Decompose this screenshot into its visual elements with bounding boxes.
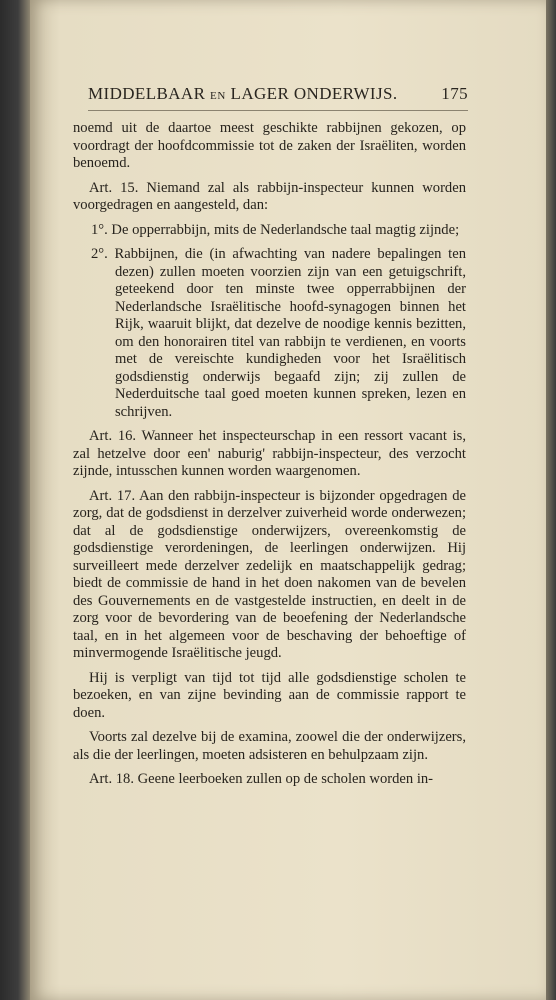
paragraph-inspection-duty: Hij is verpligt van tijd tot tijd alle godsdienstige scholen te bezoeken, en van zijne bevinding aan de commissie rapport te doen.: [73, 669, 466, 721]
book-edge-shadow: [546, 0, 556, 1000]
paragraph-examina: Voorts zal dezelve bij de examina, zoowel die der onderwijzers, als die der leerlingen, moeten adsisteren en behulpzaam zijn.: [73, 729, 466, 763]
running-title-conjunction: EN: [210, 90, 226, 102]
paragraph-continuation: noemd uit de daartoe meest geschikte rabbijnen gekozen, op voordragt der hoofdcommissie tot de zaken der Israëliten, worden benoemd.: [73, 120, 466, 171]
list-item-2: 2°. Rabbijnen, die (in afwachting van nadere bepalingen ten dezen) zullen moeten voorzien zijn van een getuigschrift, geteekend door ten minste twee opperrabbijnen der Nederlandsche Israëlitische hoofd-synagogen binnen het Rijk, waaruit blijkt, dat dezelve de noodige kennis bezitten, om den honorairen titel van rabbijn te verdienen, en voorts met de vereischte kundigheden voor het Israëlitisch godsdienstig onderwijs begaafd zijn; zij zullen de Nederduitsche taal goed moeten kunnen spreken, lezen en schrijven.: [91, 246, 466, 420]
paragraph-art-16: Art. 16. Wanneer het inspecteurschap in een ressort vacant is, zal hetzelve door een' naburig' rabbijn-inspecteur, des verzocht zijnde, intusschen kunnen worden waargenomen.: [73, 428, 466, 479]
body-text: [73, 120, 466, 789]
book-gutter-shadow: [0, 0, 30, 1000]
book-page: [30, 0, 546, 1000]
running-title-part1: MIDDELBAAR: [88, 84, 206, 103]
running-header: [88, 84, 468, 112]
running-title: [88, 84, 398, 104]
paragraph-art-15: Art. 15. Niemand zal als rabbijn-inspecteur kunnen worden voorgedragen en aangesteld, dan:: [73, 179, 466, 213]
page-number: 175: [441, 84, 468, 103]
paragraph-art-17: Art. 17. Aan den rabbijn-inspecteur is bijzonder opgedragen de zorg, dat de godsdienst in derzelver zuiverheid worde onderwezen; dat al de godsdienstige onderwijzers, overeenkomstig de godsdienstige verordeningen, de leerlingen onderwijzen. Hij surveilleert mede derzelver zedelijk en maatschappelijk gedrag; biedt de commissie de hand in het doen nakomen van de bevelen des Gouvernements en de vastgestelde instructien, en deelt in de zorg voor de bevordering van de beoefening der Nederlandsche taal, en in het algemeen voor de beschaving der behoeftige of minvermogende Israëlitische jeugd.: [73, 487, 466, 661]
list-item-1: 1°. De opperrabbijn, mits de Nederlandsche taal magtig zijnde;: [91, 221, 460, 238]
running-title-part2: LAGER ONDERWIJS.: [230, 84, 398, 103]
header-rule: [88, 110, 468, 111]
paragraph-art-18: Art. 18. Geene leerboeken zullen op de scholen worden in-: [89, 771, 434, 787]
